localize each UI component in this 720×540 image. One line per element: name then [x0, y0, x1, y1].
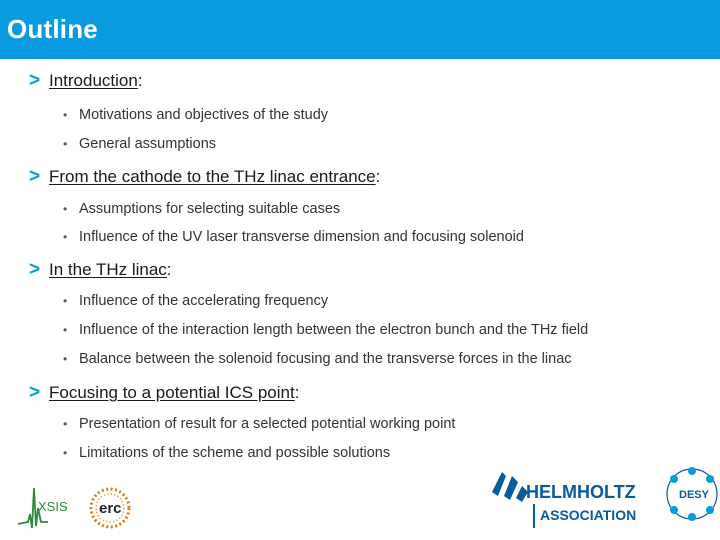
bullet-text: Limitations of the scheme and possible solutions — [79, 445, 391, 461]
erc-logo — [86, 485, 138, 531]
chevron-right-icon: > — [29, 70, 41, 91]
section-suffix: : — [294, 383, 300, 402]
section-suffix: : — [166, 260, 172, 279]
erc-logo-text: erc — [99, 500, 122, 517]
section-suffix: : — [137, 71, 143, 90]
bullet-dot-icon: • — [63, 417, 68, 431]
bullet-text: Balance between the solenoid focusing and the transverse forces in the linac — [79, 351, 572, 367]
desy-logo-text: DESY — [679, 489, 709, 501]
chevron-right-icon: > — [29, 259, 41, 280]
bullet-item — [63, 107, 328, 123]
bullet-item — [63, 229, 524, 245]
bullet-item — [63, 445, 390, 461]
helmholtz-desy-logo — [488, 462, 720, 534]
bullet-text: Influence of the interaction length between the electron bunch and the THz field — [79, 322, 589, 338]
bullet-text: Influence of the accelerating frequency — [79, 293, 329, 309]
bullet-dot-icon: • — [63, 202, 68, 216]
section-suffix: : — [375, 167, 381, 186]
bullet-dot-icon: • — [63, 137, 68, 151]
bullet-item — [63, 351, 572, 367]
slide-title: Outline — [7, 14, 98, 44]
helmholtz-emblem-icon — [492, 472, 528, 502]
axsis-logo-text: XSIS — [38, 499, 68, 514]
section-ics-point — [29, 382, 299, 404]
bullet-text: Presentation of result for a selected potential working point — [79, 416, 456, 432]
bullet-text: Assumptions for selecting suitable cases — [79, 201, 341, 217]
bullet-dot-icon: • — [63, 230, 68, 244]
helmholtz-association-text: ASSOCIATION — [540, 507, 637, 523]
section-thz-linac — [29, 259, 172, 281]
section-label: In the THz linac — [49, 260, 167, 279]
bullet-dot-icon: • — [63, 323, 68, 337]
bullet-item — [63, 136, 216, 152]
section-label: Introduction — [49, 71, 138, 90]
section-label: Focusing to a potential ICS point — [49, 383, 295, 402]
bullet-dot-icon: • — [63, 108, 68, 122]
bullet-text: General assumptions — [79, 136, 217, 152]
bullet-item — [63, 201, 340, 217]
bullet-dot-icon: • — [63, 446, 68, 460]
section-label: From the cathode to the THz linac entrance — [49, 167, 376, 186]
bullet-item — [63, 293, 328, 309]
bullet-text: Influence of the UV laser transverse dimension and focusing solenoid — [79, 229, 524, 245]
helmholtz-name-text: HELMHOLTZ — [526, 482, 636, 502]
axsis-logo — [14, 478, 76, 534]
chevron-right-icon: > — [29, 166, 41, 187]
bullet-text: Motivations and objectives of the study — [79, 107, 329, 123]
chevron-right-icon: > — [29, 382, 41, 403]
section-introduction — [29, 70, 143, 92]
bullet-item — [63, 416, 455, 432]
bullet-dot-icon: • — [63, 352, 68, 366]
bullet-dot-icon: • — [63, 294, 68, 308]
section-cathode-to-linac — [29, 166, 380, 188]
bullet-item — [63, 322, 588, 338]
